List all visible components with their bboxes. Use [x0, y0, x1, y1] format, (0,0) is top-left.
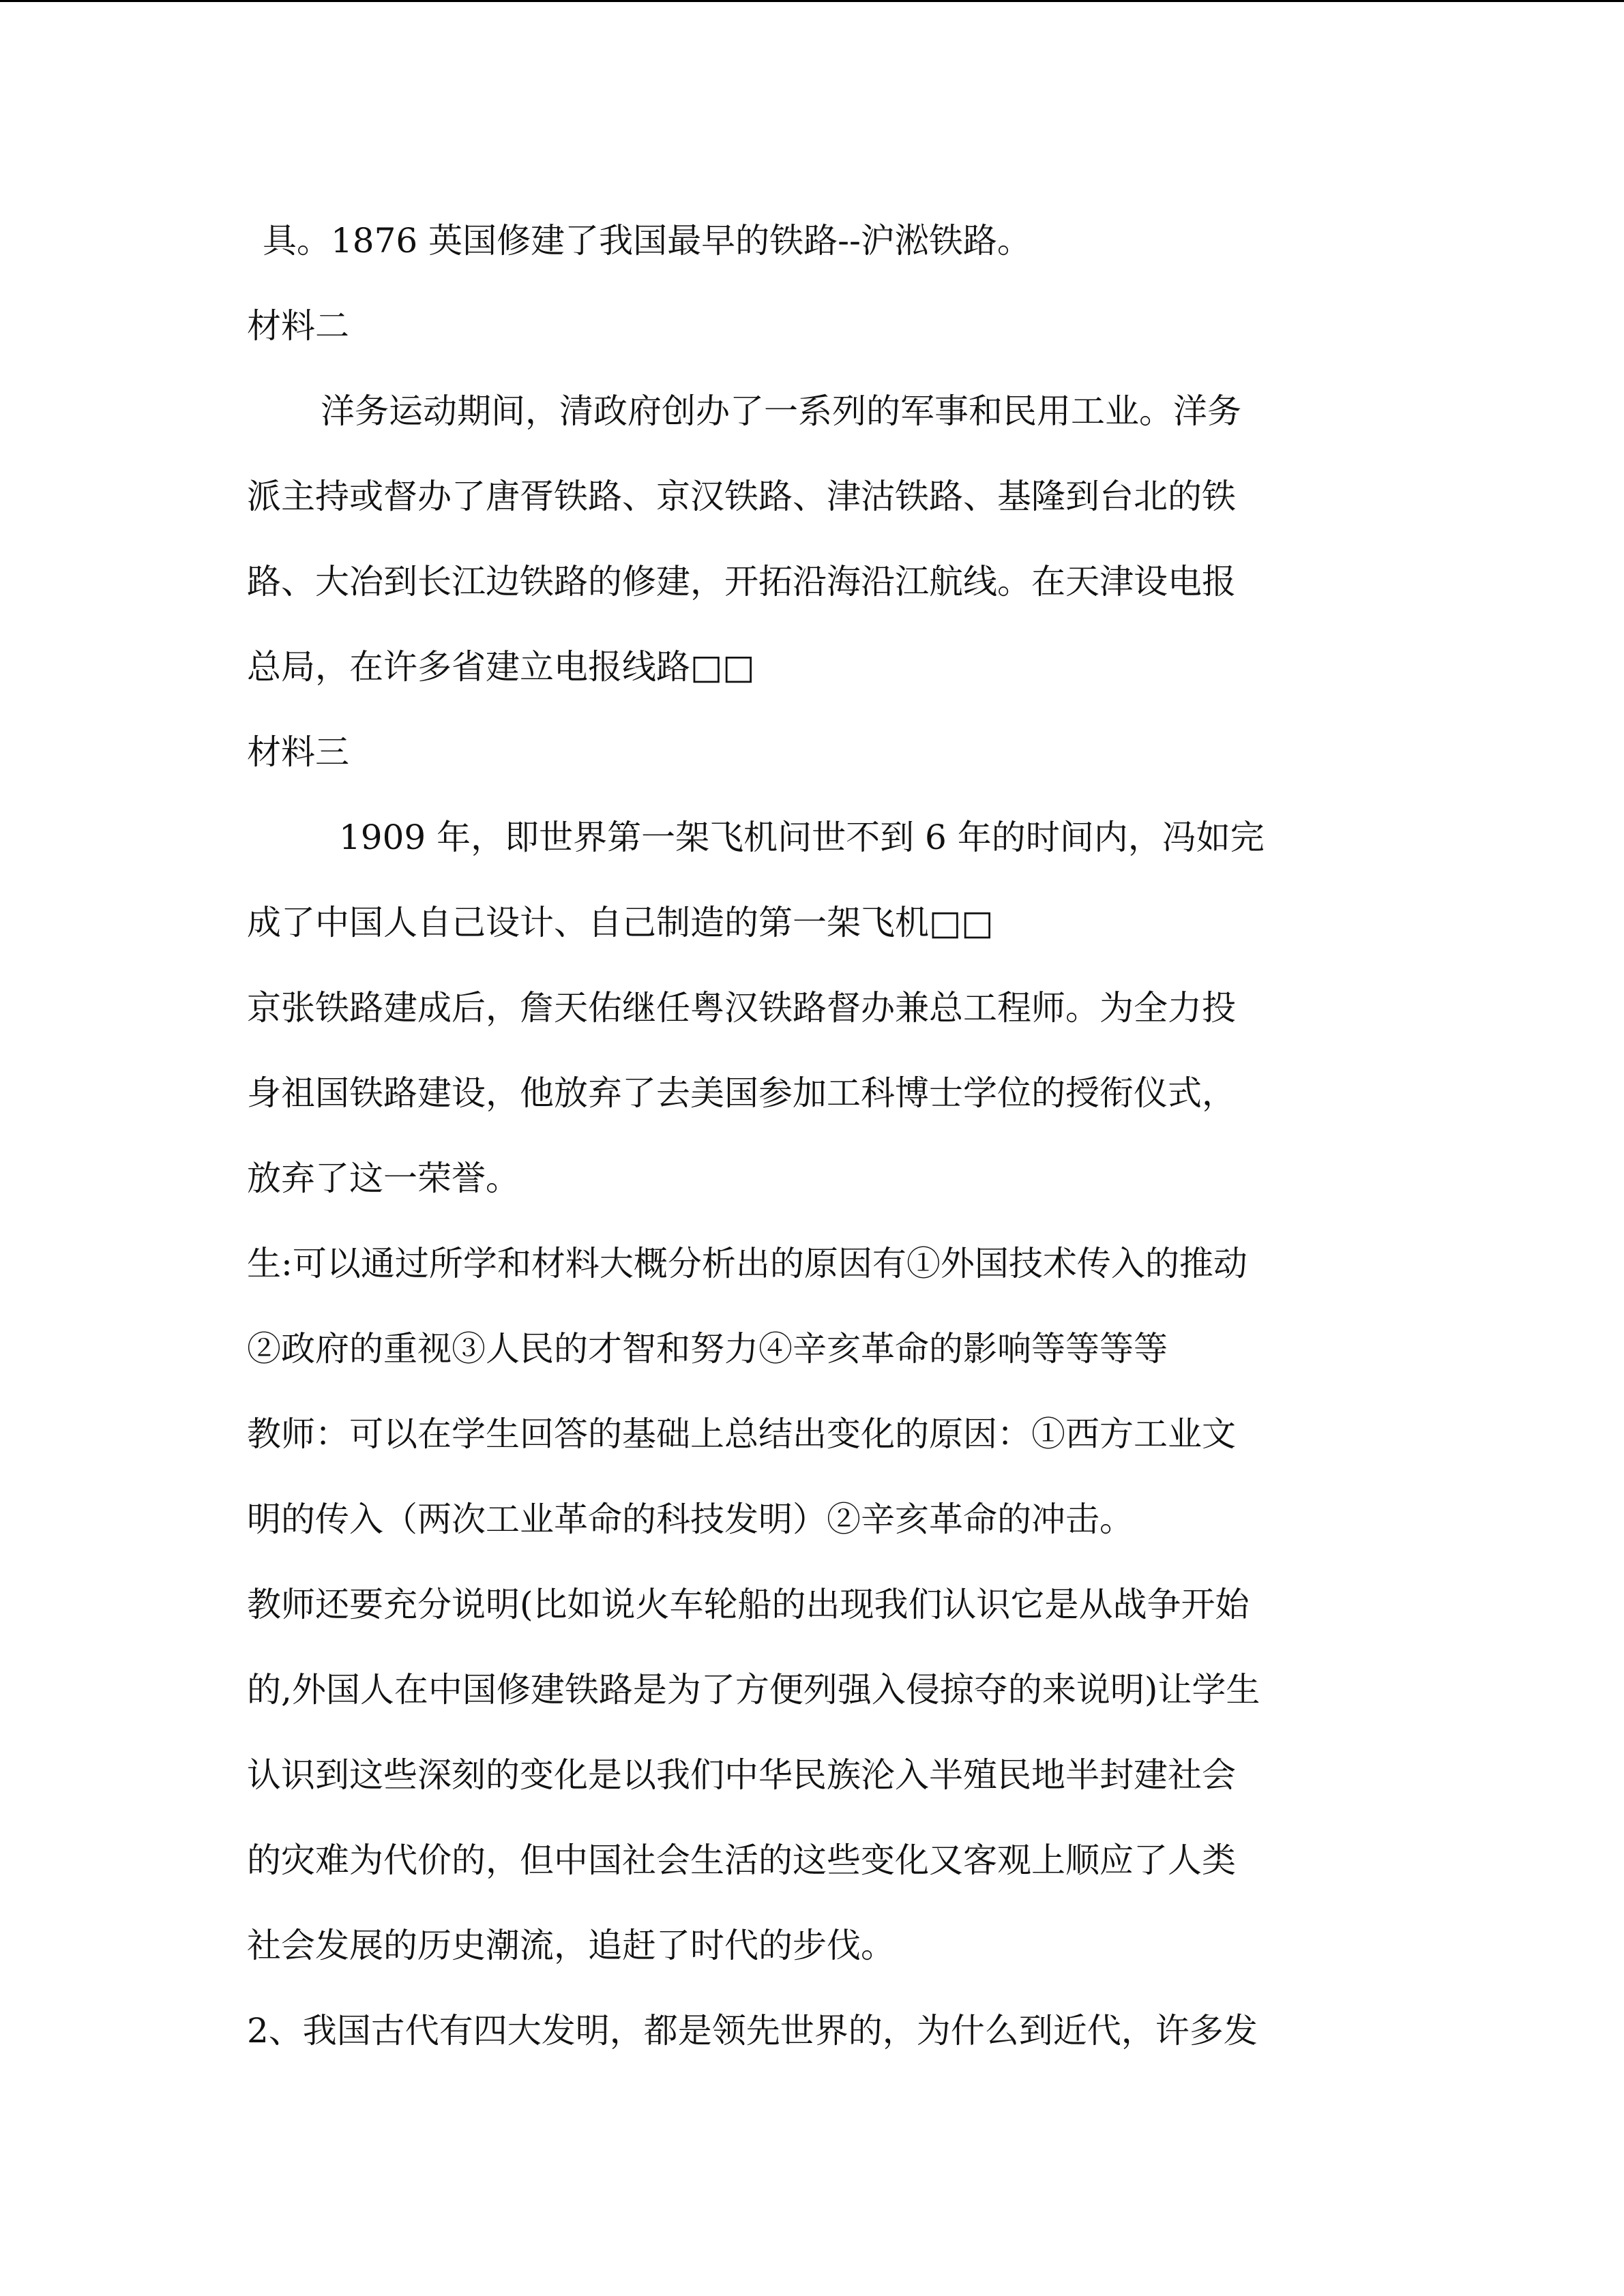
text-line: 社会发展的历史潮流，追赶了时代的步伐。 — [247, 1926, 895, 1965]
text-line: 生:可以通过所学和材料大概分析出的原因有①外国技术传入的推动 — [247, 1244, 1247, 1283]
text-line: 京张铁路建成后，詹天佑继任粤汉铁路督办兼总工程师。为全力投 — [247, 988, 1236, 1028]
text-line: 成了中国人自己设计、自己制造的第一架飞机□□ — [247, 903, 994, 942]
text-line: 总局，在许多省建立电报线路□□ — [247, 647, 755, 687]
text-line: 教师：可以在学生回答的基础上总结出变化的原因：①西方工业文 — [247, 1414, 1236, 1454]
text-line: 1909 年，即世界第一架飞机问世不到 6 年的时间内，冯如完 — [339, 818, 1265, 857]
text-line: 放弃了这一荣誉。 — [247, 1159, 520, 1198]
text-line: 路、大冶到长江边铁路的修建，开拓沿海沿江航线。在天津设电报 — [247, 562, 1236, 601]
text-line: 认识到这些深刻的变化是以我们中华民族沦入半殖民地半封建社会 — [247, 1755, 1236, 1795]
section-heading: 材料三 — [247, 732, 349, 772]
text-line: 的灾难为代价的，但中国社会生活的这些变化又客观上顺应了人类 — [247, 1840, 1236, 1880]
text-line: 教师还要充分说明(比如说火车轮船的出现我们认识它是从战争开始 — [247, 1585, 1250, 1624]
text-line: 的,外国人在中国修建铁路是为了方便列强入侵掠夺的来说明)让学生 — [247, 1670, 1260, 1710]
text-line: 具。1876 英国修建了我国最早的铁路--沪淞铁路。 — [263, 221, 1031, 260]
section-heading: 材料二 — [247, 306, 349, 346]
text-line: 派主持或督办了唐胥铁路、京汉铁路、津沽铁路、基隆到台北的铁 — [247, 477, 1236, 516]
text-line: 明的传入（两次工业革命的科技发明）②辛亥革命的冲击。 — [247, 1500, 1134, 1539]
text-line: 2、我国古代有四大发明，都是领先世界的，为什么到近代，许多发 — [247, 2011, 1258, 2051]
text-line: 洋务运动期间，清政府创办了一系列的军事和民用工业。洋务 — [321, 391, 1241, 431]
text-line: ②政府的重视③人民的才智和努力④辛亥革命的影响等等等等 — [247, 1329, 1168, 1369]
text-line: 身祖国铁路建设，他放弃了去美国参加工科博士学位的授衔仪式， — [247, 1073, 1236, 1113]
